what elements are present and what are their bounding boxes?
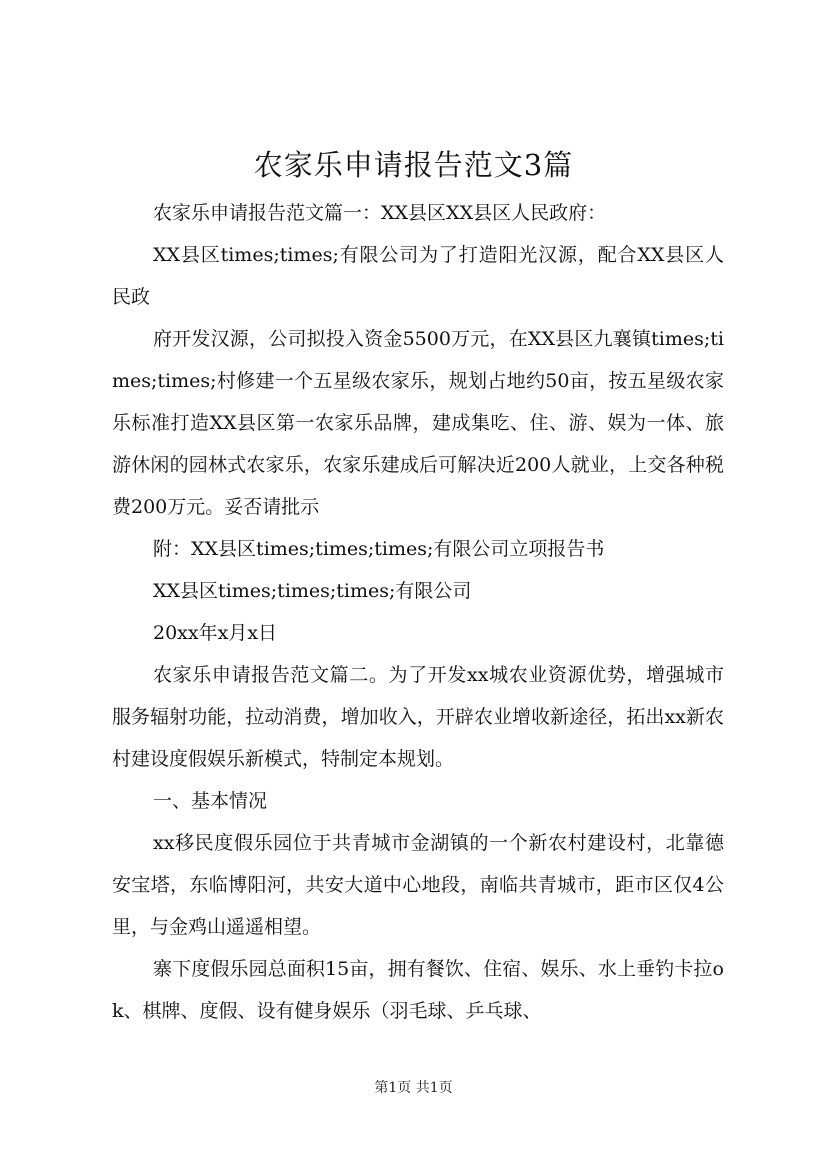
document-title: 农家乐申请报告范文3篇: [253, 148, 574, 182]
section-heading-basic-info: 一、基本情况: [153, 790, 268, 812]
paragraph-article-two: 农家乐申请报告范文篇二。为了开发xx城农业资源优势，增强城市服务辐射功能，拉动消费，增加收入，开辟农业增收新途径，拓出xx新农村建设度假娱乐新模式，特制定本规划。: [112, 664, 724, 770]
paragraph-intro: 农家乐申请报告范文篇一：XX县区XX县区人民政府：: [153, 202, 607, 224]
paragraph-signature-company: XX县区times;times;times;有限公司: [153, 580, 472, 602]
document-body: [112, 192, 724, 1032]
paragraph-location: xx移民度假乐园位于共青城市金湖镇的一个新农村建设村，北靠德安宝塔，东临博阳河，共安大道中心地段，南临共青城市，距市区仅4公里，与金鸡山遥遥相望。: [112, 832, 724, 938]
paragraph-date: 20xx年x月x日: [153, 622, 278, 644]
paragraph-attachment: 附：XX县区times;times;times;有限公司立项报告书: [153, 538, 605, 560]
page-footer: 第1页 共1页: [374, 1080, 453, 1096]
paragraph-investment: 府开发汉源，公司拟投入资金5500万元，在XX县区九襄镇times;times;times;村修建一个五星级农家乐，规划占地约50亩，按五星级农家乐标准打造XX县区第一农家乐品牌，建成集吃、住、游、娱为一体、旅游休闲的园林式农家乐，农家乐建成后可解决近200人就业，上交各种税费200万元。妥否请批示: [112, 328, 724, 518]
paragraph-area-facilities: 寨下度假乐园总面积15亩，拥有餐饮、住宿、娱乐、水上垂钓卡拉ok、棋牌、度假、设有健身娱乐（羽毛球、乒乓球、: [112, 958, 724, 1022]
paragraph-company-purpose: XX县区times;times;有限公司为了打造阳光汉源，配合XX县区人民政: [112, 244, 724, 308]
